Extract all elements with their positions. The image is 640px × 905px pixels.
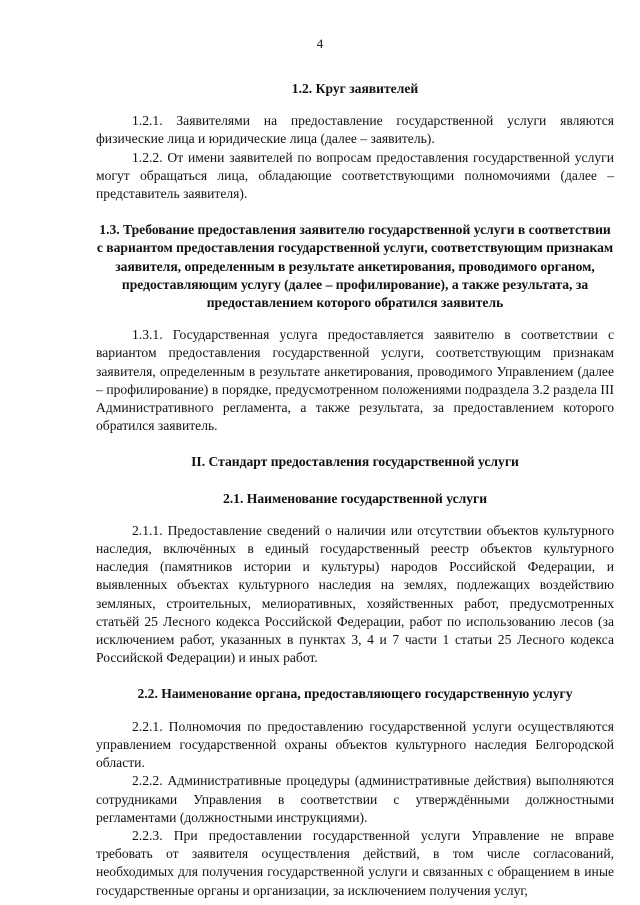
heading-section-2: II. Стандарт предоставления государственной услуги: [191, 454, 519, 470]
heading-2-2: 2.2. Наименование органа, предоставляющего государственную услугу: [137, 686, 573, 702]
heading-2-1: 2.1. Наименование государственной услуги: [222, 490, 488, 506]
paragraph-1-2-1: 1.2.1. Заявителями на предоставление государственной услуги являются физические лица и юридические лица (далее – заявитель).: [96, 113, 614, 147]
document-content: [96, 80, 614, 900]
paragraph-2-2-1: 2.2.1. Полномочия по предоставлению государственной услуги осуществляются управлением государственной охраны объектов культурного наследия Белгородской области.: [96, 718, 614, 771]
paragraph-2-1-1: 2.1.1. Предоставление сведений о наличии или отсутствии объектов культурного наследия, включённых в единый государственный реестр объектов культурного наследия (памятников истории и культуры) народов Российской Федерации, и выявленных объектах культурного наследия на землях, подлежащих воздействию земляных, строительных, мелиоративных, хозяйственных работ, предусмотренных статьёй 25 Лесного кодекса Российской Федерации, работ по использованию лесов (за исключением работ, указанных в пунктах 3, 4 и 7 части 1 статьи 25 Лесного кодекса Российской Федерации) и иных работ.: [96, 522, 614, 666]
paragraph-2-2-2: 2.2.2. Административные процедуры (административные действия) выполняются сотрудниками Управления в соответствии с утверждёнными должностными регламентами (должностными инструкциями).: [96, 773, 614, 825]
paragraph-2-2-3: 2.2.3. При предоставлении государственной услуги Управление не вправе требовать от заявителя осуществления действий, в том числе согласований, необходимых для получения государственной услуги и связанных с обращением в иные государственные органы и организации, за исключением получения услуг,: [96, 827, 614, 898]
heading-1-2: 1.2. Круг заявителей: [291, 81, 419, 96]
heading-1-3: 1.3. Требование предоставления заявителю государственной услуги в соответствии с вариантом предоставления государственной услуги, соответствующим признакам заявителя, определенным в результате анкетирования, проводимого органом, предоставляющим услугу (далее – профилирование), а также результата, за предоставлением которого обратился заявитель: [96, 222, 614, 311]
paragraph-1-3-1: 1.3.1. Государственная услуга предоставляется заявителю в соответствии с вариантом предоставления государственной услуги, соответствующим признакам заявителя, определенным в результате анкетирования, проводимого Управлением (далее – профилирование) в порядке, предусмотренном положениями подраздела 3.2 раздела III Административного регламента, а также результата, за предоставлением которого обратился заявитель.: [96, 327, 614, 434]
page-number: 4: [316, 36, 324, 51]
paragraph-1-2-2: 1.2.2. От имени заявителей по вопросам предоставления государственной услуги могут обращаться лица, обладающие соответствующими полномочиями (далее – представитель заявителя).: [96, 149, 614, 202]
